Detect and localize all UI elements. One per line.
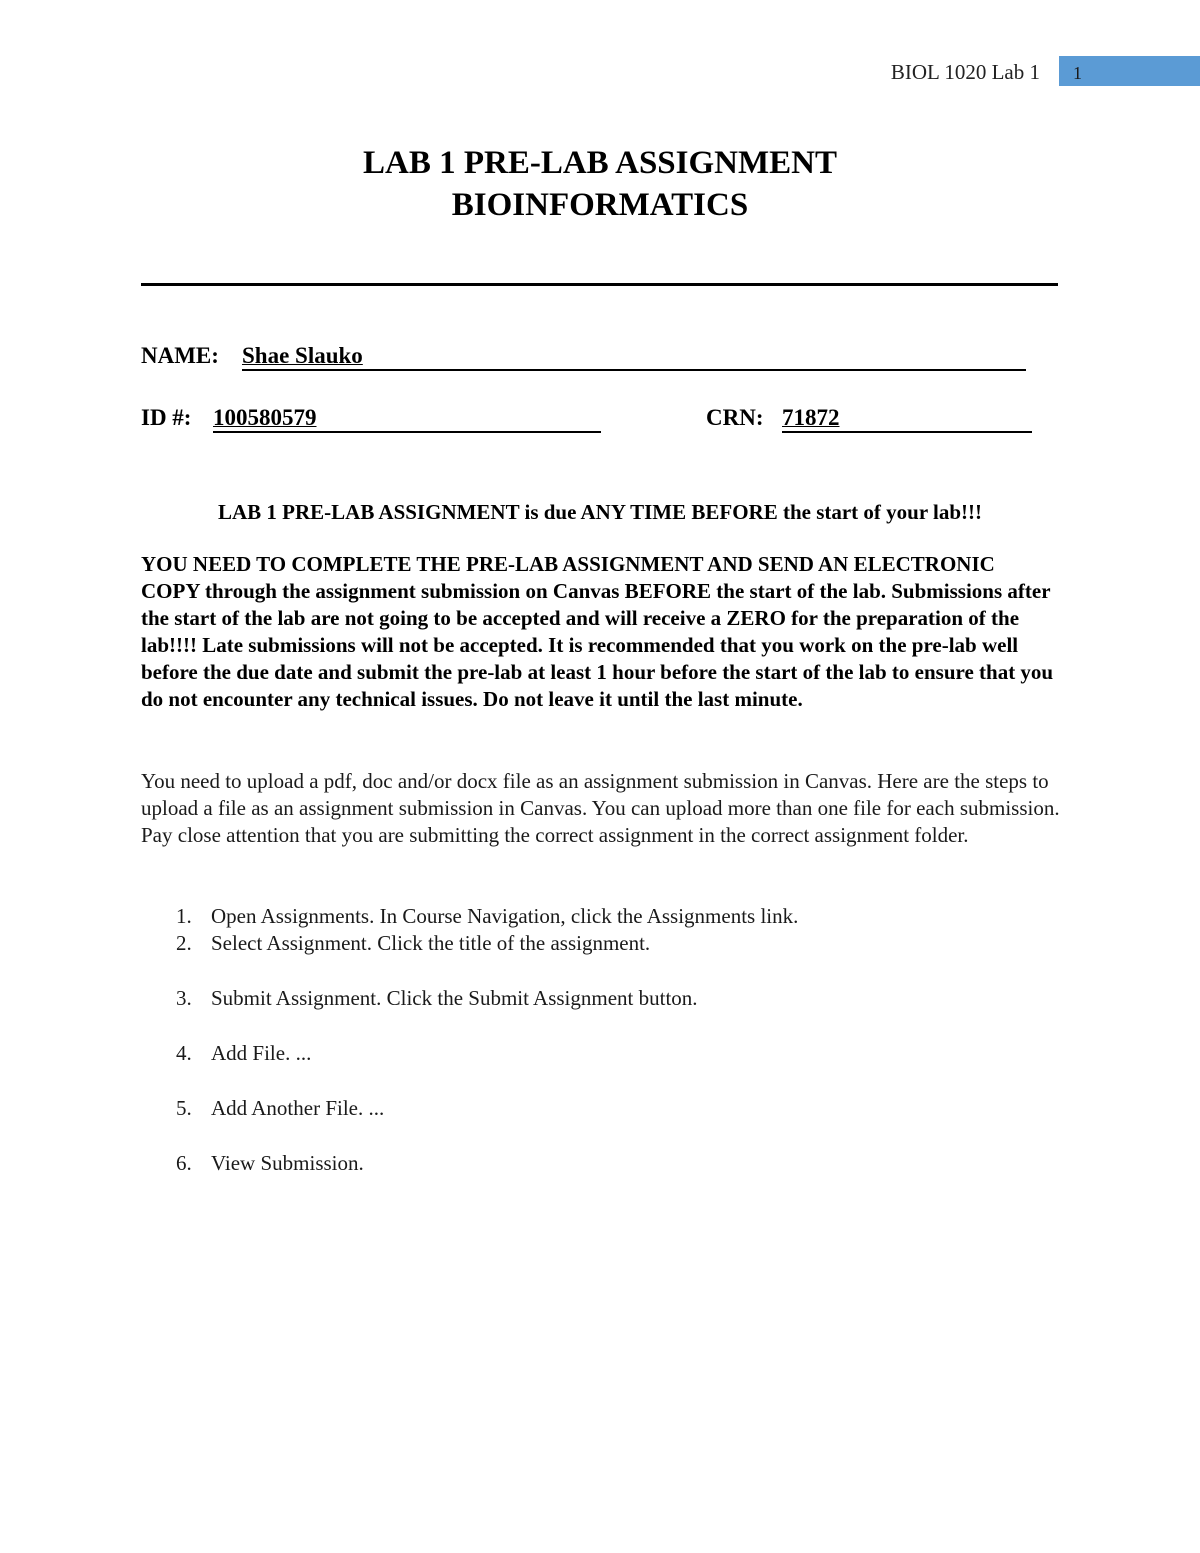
due-notice: LAB 1 PRE-LAB ASSIGNMENT is due ANY TIME BEFORE the start of your lab!!! (217, 500, 983, 524)
step-number: 6. (176, 1151, 192, 1175)
step-number: 3. (176, 986, 192, 1010)
step-number: 4. (176, 1041, 192, 1065)
step-text: Select Assignment. Click the title of the assignment. (211, 931, 651, 955)
page-number-badge: 1 (1059, 56, 1200, 86)
step-text: Add Another File. ... (211, 1096, 385, 1120)
step-text: Open Assignments. In Course Navigation, click the Assignments link. (211, 904, 799, 928)
id-field (141, 403, 601, 435)
document-title (0, 142, 1200, 226)
title-line-1: LAB 1 PRE-LAB ASSIGNMENT (362, 145, 837, 181)
upload-steps-list (141, 903, 1041, 1177)
list-item (141, 930, 1041, 957)
step-text: View Submission. (211, 1151, 364, 1175)
crn-value: 71872 (782, 403, 1032, 433)
name-field (141, 341, 1026, 373)
step-number: 2. (176, 931, 192, 955)
running-header: BIOL 1020 Lab 1 (890, 60, 1040, 84)
step-text: Submit Assignment. Click the Submit Assignment button. (211, 986, 698, 1010)
crn-field (706, 403, 1032, 435)
submission-warning: YOU NEED TO COMPLETE THE PRE-LAB ASSIGNMENT AND SEND AN ELECTRONIC COPY through the assignment submission on Canvas BEFORE the start of the lab. Submissions after the start of the lab are not going to be accepted and will receive a ZERO for the preparation of the lab!!!! Late submissions will not be accepted. It is recommended that you work on the pre-lab well before the due date and submit the pre-lab at least 1 hour before the start of the lab to ensure that you do not encounter any technical issues. Do not leave it until the last minute. (141, 552, 1054, 711)
name-value: Shae Slauko (242, 341, 1026, 371)
list-item (141, 1040, 1041, 1067)
list-item (141, 985, 1041, 1012)
step-text: Add File. ... (211, 1041, 312, 1065)
upload-instructions: You need to upload a pdf, doc and/or docx file as an assignment submission in Canvas. Here are the steps to upload a file as an assignment submission in Canvas. You can upload more than one file for each submission. Pay close attention that you are submitting the correct assignment in the correct assignment folder. (141, 769, 1060, 847)
title-line-2: BIOINFORMATICS (451, 187, 749, 223)
list-item (141, 903, 1041, 930)
title-divider (141, 283, 1058, 286)
list-item (141, 1150, 1041, 1177)
list-item (141, 1095, 1041, 1122)
step-number: 1. (176, 904, 192, 928)
id-value: 100580579 (213, 403, 601, 433)
step-number: 5. (176, 1096, 192, 1120)
name-label: NAME: (141, 343, 219, 368)
id-label: ID #: (141, 405, 192, 430)
crn-label: CRN: (706, 405, 764, 430)
